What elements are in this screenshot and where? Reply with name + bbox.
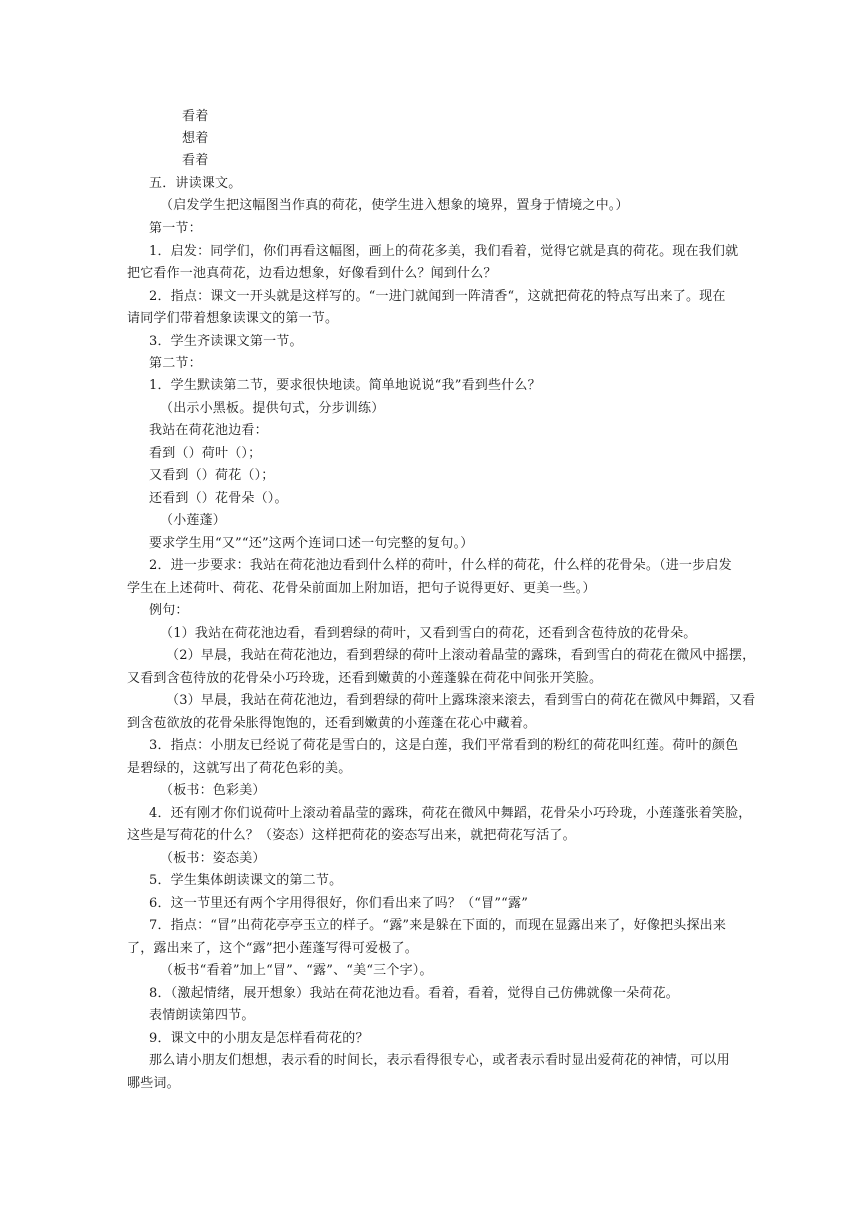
text-line: 到含苞欲放的花骨朵胀得饱饱的，还看到嫩黄的小莲蓬在花心中藏着。 — [127, 716, 537, 731]
text-line: 1．学生默读第二节，要求很快地读。简单地说说“我”看到些什么？ — [149, 378, 541, 393]
text-line: （板书：姿态美） — [160, 851, 266, 866]
text-line: 看着 — [182, 153, 209, 168]
text-line: 看到（）荷叶（）； — [149, 446, 262, 461]
text-line: 2．指点：课文一开头就是这样写的。“一进门就闻到一阵清香“，这就把荷花的特点写出来了。现在 — [149, 289, 726, 304]
text-line: 要求学生用“又”“还”这两个连词口述一句完整的复句。） — [149, 536, 474, 551]
text-line: 把它看作一池真荷花，边看边想象，好像看到什么？闻到什么？ — [127, 266, 497, 281]
text-line: 4．还有刚才你们说荷叶上滚动着晶莹的露珠，荷花在微风中舞蹈，花骨朵小巧玲珑，小莲蓬张着笑脸， — [149, 806, 752, 821]
text-line: （板书：色彩美） — [160, 783, 266, 798]
text-line: （小莲蓬） — [160, 513, 227, 528]
text-line: （启发学生把这幅图当作真的荷花，使学生进入想象的境界，置身于情境之中。） — [160, 198, 629, 213]
text-line: （板书“看着”加上“冒”、“露”、“美“三个字）。 — [160, 963, 433, 978]
text-line: 1．启发：同学们，你们再看这幅图，画上的荷花多美，我们看着，觉得它就是真的荷花。现在我们就 — [149, 244, 739, 259]
text-line: 请同学们带着想象读课文的第一节。 — [127, 311, 339, 326]
text-line: 5．学生集体朗读课文的第二节。 — [149, 873, 343, 888]
text-line: 例句： — [149, 603, 189, 618]
text-line: 这些是写荷花的什么？（姿态）这样把荷花的姿态写出来，就把荷花写活了。 — [127, 828, 576, 843]
text-line: （出示小黑板。提供句式，分步训练） — [160, 401, 385, 416]
text-line: 8．（激起情绪，展开想象）我站在荷花池边看。看着，看着，觉得自己仿佛就像一朵荷花。 — [149, 986, 679, 1001]
text-line: （2）早晨，我站在荷花池边，看到碧绿的荷叶上滚动着晶莹的露珠，看到雪白的荷花在微风中摇摆， — [166, 648, 756, 663]
section-heading: 五．讲读课文。 — [149, 176, 242, 191]
text-line: 了，露出来了，这个“露”把小莲蓬写得可爱极了。 — [127, 941, 418, 956]
text-line: 学生在上述荷叶、荷花、花骨朵前面加上附加语，把句子说得更好、更美一些。） — [127, 581, 596, 596]
text-line: 3．学生齐读课文第一节。 — [149, 334, 303, 349]
text-line: 想着 — [182, 131, 209, 146]
text-line: 3．指点：小朋友已经说了荷花是雪白的，这是白莲，我们平常看到的粉红的荷花叫红莲。荷叶的颜色 — [149, 738, 739, 753]
text-line: 看着 — [182, 109, 209, 124]
text-line: 还看到（）花骨朵（）。 — [149, 491, 288, 506]
text-line: 那么请小朋友们想想，表示看的时间长，表示看得很专心，或者表示看时显出爱荷花的神情，可以用 — [149, 1053, 730, 1068]
subsection-heading: 第二节： — [149, 356, 202, 371]
text-line: 又看到含苞待放的花骨朵小巧玲珑，还看到嫩黄的小莲蓬躲在荷花中间张开笑脸。 — [127, 671, 603, 686]
text-line: 是碧绿的，这就写出了荷花色彩的美。 — [127, 761, 352, 776]
text-line: （1）我站在荷花池边看，看到碧绿的荷叶，又看到雪白的荷花，还看到含苞待放的花骨朵。 — [160, 626, 697, 641]
text-line: 又看到（）荷花（）； — [149, 468, 275, 483]
text-line: 哪些词。 — [127, 1076, 180, 1091]
text-line: 2．进一步要求：我站在荷花池边看到什么样的荷叶，什么样的荷花，什么样的花骨朵。（进一步启发 — [149, 558, 732, 573]
text-line: 表情朗读第四节。 — [149, 1008, 255, 1023]
text-line: 我站在荷花池边看： — [149, 423, 268, 438]
text-line: 6．这一节里还有两个字用得很好，你们看出来了吗？（“冒”“露” — [149, 896, 529, 911]
text-line: 7．指点：“冒”出荷花亭亭玉立的样子。“露”来是躲在下面的，而现在显露出来了，好像把头探出来 — [149, 918, 727, 933]
text-line: （3）早晨，我站在荷花池边，看到碧绿的荷叶上露珠滚来滚去，看到雪白的荷花在微风中舞蹈，又看 — [166, 693, 756, 708]
subsection-heading: 第一节： — [149, 221, 202, 236]
text-line: 9．课文中的小朋友是怎样看荷花的？ — [149, 1031, 369, 1046]
